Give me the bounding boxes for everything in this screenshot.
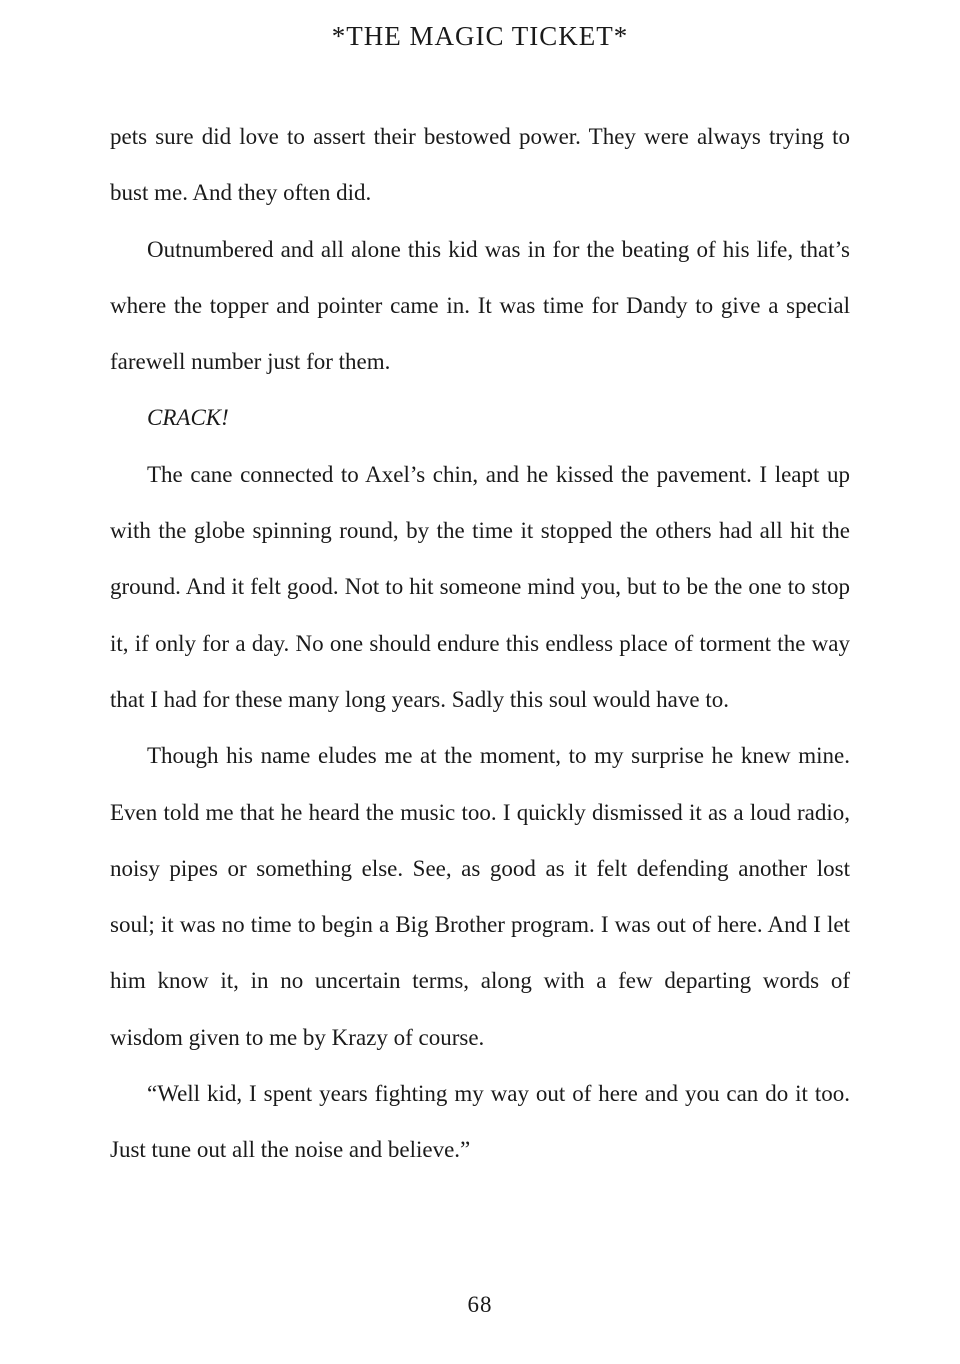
- page-number: 68: [467, 1292, 493, 1317]
- body-text: [110, 109, 850, 1179]
- running-title: *THE MAGIC TICKET*: [331, 21, 629, 51]
- paragraph: Outnumbered and all alone this kid was in for the beating of his life, that’s where the topper and pointer came in. It was time for Dandy to give a special farewell number just for them.: [110, 236, 850, 375]
- paragraph-dialogue: “Well kid, I spent years fighting my way out of here and you can do it too. Just tune out all the noise and believe.”: [110, 1081, 850, 1163]
- paragraph: The cane connected to Axel’s chin, and he kissed the pavement. I leapt up with the globe spinning round, by the time it stopped the others had all hit the ground. And it felt good. Not to hit someone mind you, but to be the one to stop it, if only for a day. No one should endure this endless place of torment the way that I had for these many long years. Sadly this soul would have to.: [110, 461, 850, 712]
- paragraph-sound-effect: CRACK!: [147, 405, 229, 431]
- paragraph: Though his name eludes me at the moment, to my surprise he knew mine. Even told me that he heard the music too. I quickly dismissed it as a loud radio, noisy pipes or something else. See, as good as it felt defending another lost soul; it was no time to begin a Big Brother program. I was out of here. And I let him know it, in no uncertain terms, along with a few departing words of wisdom given to me by Krazy of course.: [110, 743, 850, 1050]
- paragraph-continued: pets sure did love to assert their bestowed power. They were always trying to bust me. And they often did.: [110, 124, 850, 206]
